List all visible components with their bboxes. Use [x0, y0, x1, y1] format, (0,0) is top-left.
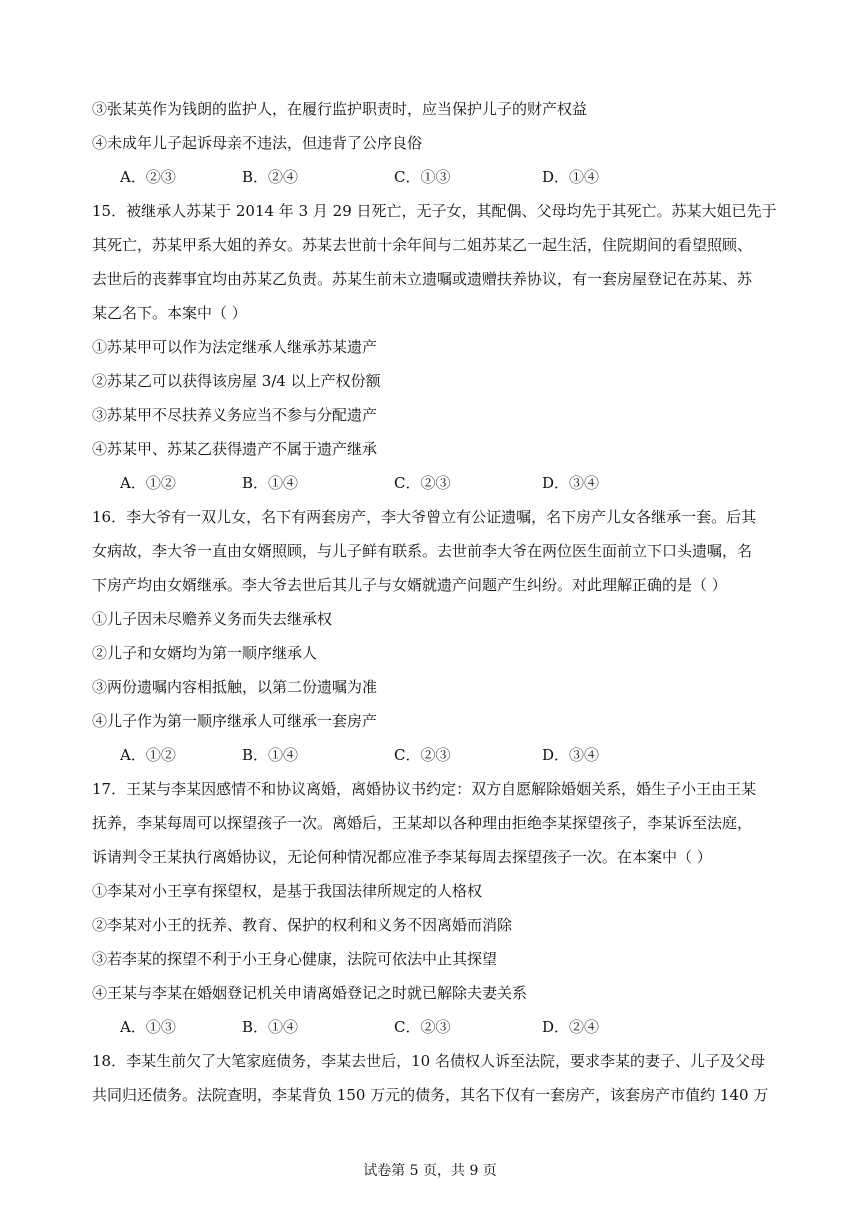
question-stem-line: 下房产均由女婿继承。李大爷去世后其儿子与女婿就遗产问题产生纠纷。对此理解正确的是（ ）	[92, 576, 727, 594]
answer-item: ③苏某甲不尽扶养义务应当不参与分配遗产	[92, 406, 378, 424]
question-stem-line: 16．李大爷有一双儿女，名下有两套房产，李大爷曾立有公证遗嘱，名下房产儿女各继承一套。后其	[92, 508, 757, 526]
question-stem-line: 共同归还债务。法院查明，李某背负 150 万元的债务，其名下仅有一套房产，该套房产市值约 140 万	[92, 1086, 769, 1104]
answer-item: ④苏某甲、苏某乙获得遗产不属于遗产继承	[92, 440, 378, 458]
answer-item: ②苏某乙可以获得该房屋 3/4 以上产权份额	[92, 372, 381, 390]
option-c: C．②③	[394, 746, 451, 764]
answer-item: ①苏某甲可以作为法定继承人继承苏某遗产	[92, 338, 378, 356]
option-d: D．②④	[542, 1018, 600, 1036]
option-a: A．①②	[120, 746, 176, 764]
answer-item: ④王某与李某在婚姻登记机关申请离婚登记之时就已解除夫妻关系	[92, 984, 528, 1002]
option-d: D．③④	[542, 474, 600, 492]
answer-item: ③张某英作为钱朗的监护人，在履行监护职责时，应当保护儿子的财产权益	[92, 100, 588, 118]
option-b: B．①④	[242, 474, 299, 492]
question-18	[92, 1044, 772, 1112]
option-d: D．③④	[542, 746, 600, 764]
option-d: D．①④	[542, 168, 600, 186]
option-b: B．①④	[242, 746, 299, 764]
question-17	[92, 772, 772, 1044]
answer-item: ②儿子和女婿均为第一顺序继承人	[92, 644, 318, 662]
option-c: C．②③	[394, 1018, 451, 1036]
question-15	[92, 194, 777, 500]
answer-item: ③两份遗嘱内容相抵触，以第二份遗嘱为准	[92, 678, 378, 696]
question-stem-line: 17．王某与李某因感情不和协议离婚，离婚协议书约定：双方自愿解除婚姻关系，婚生子小王由王某	[92, 780, 757, 798]
question-stem-line: 其死亡，苏某甲系大姐的养女。苏某去世前十余年间与二姐苏某乙一起生活，住院期间的看望照顾、	[92, 236, 753, 254]
question-stem-line: 18．李某生前欠了大笔家庭债务，李某去世后，10 名债权人诉至法院，要求李某的妻子、儿子及父母	[92, 1052, 765, 1070]
question-stem-line: 抚养，李某每周可以探望孩子一次。离婚后，王某却以各种理由拒绝李某探望孩子，李某诉至法庭，	[92, 814, 753, 832]
answer-item: ①李某对小王享有探望权，是基于我国法律所规定的人格权	[92, 882, 483, 900]
choice-options	[92, 1010, 772, 1044]
question-stem-line: 诉请判令王某执行离婚协议，无论何种情况都应准予李某每周去探望孩子一次。在本案中（ ）	[92, 848, 712, 866]
choice-options	[92, 738, 772, 772]
option-b: B．①④	[242, 1018, 299, 1036]
question-16	[92, 500, 772, 772]
choice-options	[92, 160, 772, 194]
answer-item: ④儿子作为第一顺序继承人可继承一套房产	[92, 712, 378, 730]
answer-item: ②李某对小王的抚养、教育、保护的权利和义务不因离婚而消除	[92, 916, 513, 934]
option-c: C．②③	[394, 474, 451, 492]
question-stem-line: 女病故，李大爷一直由女婿照顾，与儿子鲜有联系。去世前李大爷在两位医生面前立下口头遗嘱，名	[92, 542, 753, 560]
choice-options	[92, 466, 772, 500]
option-a: A．②③	[120, 168, 176, 186]
question-stem-line: 15．被继承人苏某于 2014 年 3 月 29 日死亡，无子女，其配偶、父母均先于其死亡。苏某大姐已先于	[92, 202, 777, 220]
answer-item: ③若李某的探望不利于小王身心健康，法院可依法中止其探望	[92, 950, 498, 968]
option-a: A．①③	[120, 1018, 176, 1036]
option-b: B．②④	[242, 168, 299, 186]
page-footer: 试卷第 5 页，共 9 页	[363, 1163, 497, 1179]
exam-page-body	[92, 92, 777, 1112]
option-a: A．①②	[120, 474, 176, 492]
option-c: C．①③	[394, 168, 451, 186]
question-stem-line: 某乙名下。本案中（ ）	[92, 304, 247, 322]
answer-item: ④未成年儿子起诉母亲不违法，但违背了公序良俗	[92, 134, 423, 152]
question-14-tail	[92, 92, 772, 194]
question-stem-line: 去世后的丧葬事宜均由苏某乙负责。苏某生前未立遗嘱或遗赠扶养协议，有一套房屋登记在苏某、苏	[92, 270, 753, 288]
answer-item: ①儿子因未尽赡养义务而失去继承权	[92, 610, 333, 628]
